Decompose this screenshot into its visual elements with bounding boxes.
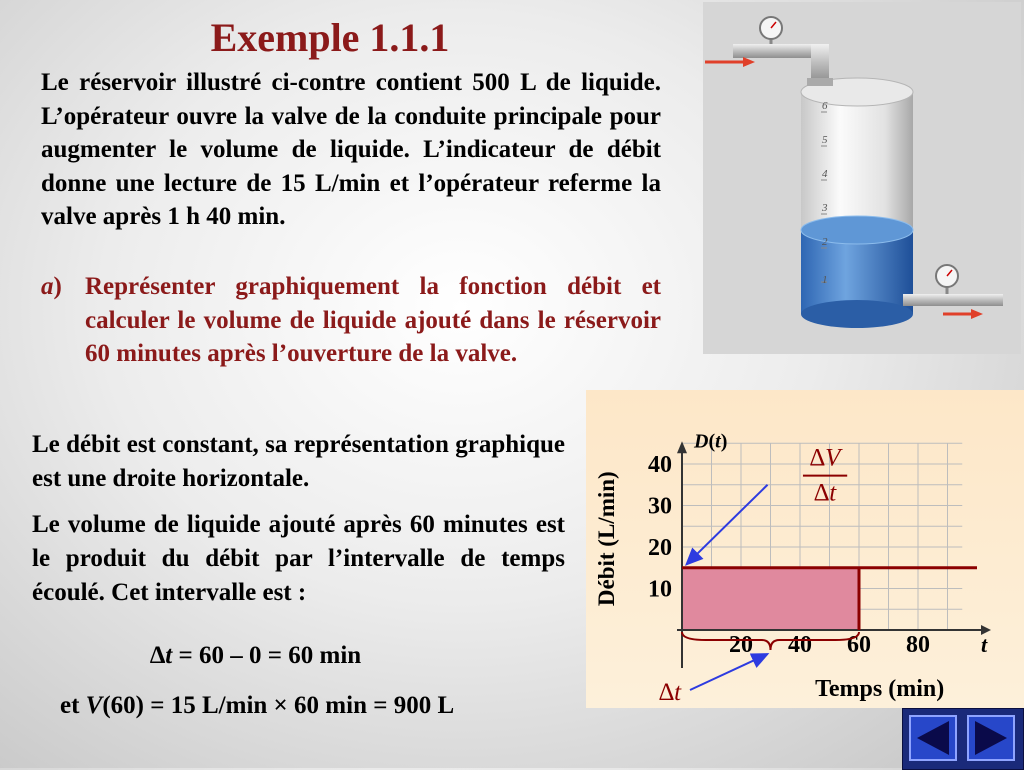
y-tick-label: 10 [648, 576, 672, 603]
tank-illustration [703, 2, 1021, 354]
y-tick-label: 20 [648, 535, 672, 561]
y-tick-label: 40 [648, 452, 672, 478]
annotation-dt-denominator: ∆t [813, 479, 837, 507]
slide-title: Exemple 1.1.1 [210, 15, 450, 60]
svg-text:4: 4 [822, 168, 828, 180]
outlet-pipe [903, 294, 1003, 306]
y-axis-label: Débit (L/min) [594, 471, 619, 607]
shaded-area [682, 568, 859, 630]
question-a-label: a) [41, 273, 62, 300]
flow-rate-chart [586, 390, 1024, 708]
y-tick-label: 30 [648, 493, 672, 520]
equation-volume: et V(60) = 15 L/min × 60 min = 900 L [60, 692, 455, 719]
outlet-arrow-icon [971, 309, 983, 319]
svg-text:2: 2 [822, 236, 828, 248]
annotation-arrow-interval [690, 654, 768, 690]
annotation-arrow-slope [686, 485, 767, 565]
left-arrow-icon [911, 717, 955, 759]
svg-text:5: 5 [822, 134, 828, 146]
next-slide-button[interactable] [967, 715, 1015, 761]
inlet-arrow-icon [743, 57, 755, 67]
question-a-text: Représenter graphiquement la fonction débit et calculer le volume de liquide ajouté dans le réservoir 60 minutes après l’ouverture de la valve. [85, 273, 661, 367]
slide-navigation [902, 708, 1024, 770]
interval-brace [682, 632, 859, 650]
svg-text:6: 6 [822, 100, 828, 112]
problem-statement: Le réservoir illustré ci-contre contient 500 L de liquide. L’opérateur ouvre la valve de la conduite principale pour augmenter le volume de liquide. L’indicateur de débit donne une lecture de 15 L/min et l’opérateur referme la valve après 1 h 40 min. [41, 69, 661, 230]
explanation-volume: Le volume de liquide ajouté après 60 minutes est le produit du débit par l’intervalle de temps écoulé. Cet intervalle est : [32, 511, 565, 606]
right-arrow-icon [969, 717, 1013, 759]
previous-slide-button[interactable] [909, 715, 957, 761]
annotation-dt-interval: ∆t [658, 679, 682, 706]
x-axis-name: t [981, 632, 988, 657]
x-tick-label: 60 [847, 632, 871, 658]
svg-text:1: 1 [822, 274, 828, 286]
y-axis-name: D(t) [694, 430, 728, 453]
svg-text:3: 3 [822, 202, 828, 214]
chart-svg [586, 390, 1024, 708]
inlet-pipe [733, 44, 823, 58]
x-tick-label: 40 [788, 632, 812, 658]
x-tick-label: 20 [729, 632, 753, 658]
equation-delta-t: ∆t = 60 – 0 = 60 min [150, 642, 362, 669]
question-a [41, 270, 661, 371]
explanation-constant-flow: Le débit est constant, sa représentation graphique est une droite horizontale. [32, 431, 565, 492]
x-tick-label: 80 [906, 632, 930, 658]
annotation-dv: ∆V [809, 444, 841, 472]
x-axis-label: Temps (min) [815, 676, 945, 702]
